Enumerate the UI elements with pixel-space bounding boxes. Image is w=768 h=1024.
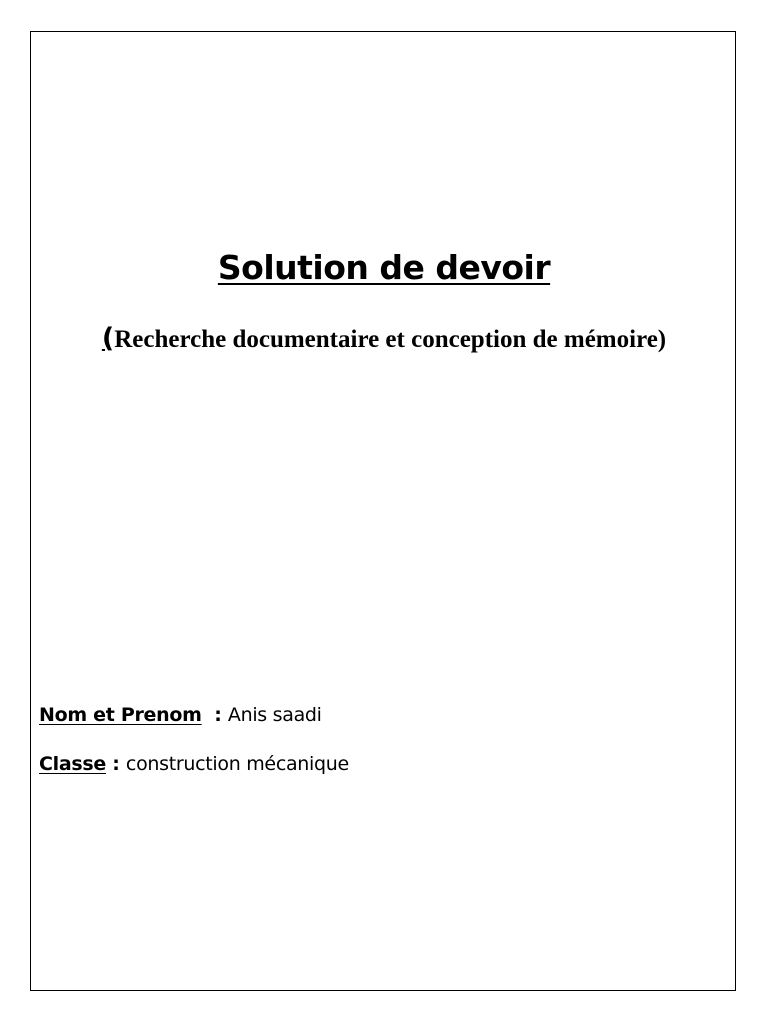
class-separator: : [105,753,126,775]
name-label: Nom et Prenom [39,704,202,726]
document-title: Solution de devoir [217,248,551,287]
class-value: construction mécanique [125,753,349,775]
class-label: Classe [39,753,106,775]
subtitle-text: Recherche documentaire et conception de mémoire) [114,326,667,353]
name-field-row [39,702,322,728]
class-field-row [39,751,349,777]
name-value: Anis saadi [227,704,322,726]
subtitle-open-paren: ( [101,323,115,354]
page-frame [30,31,736,991]
document-subtitle [0,322,768,357]
name-separator: : [201,704,228,726]
